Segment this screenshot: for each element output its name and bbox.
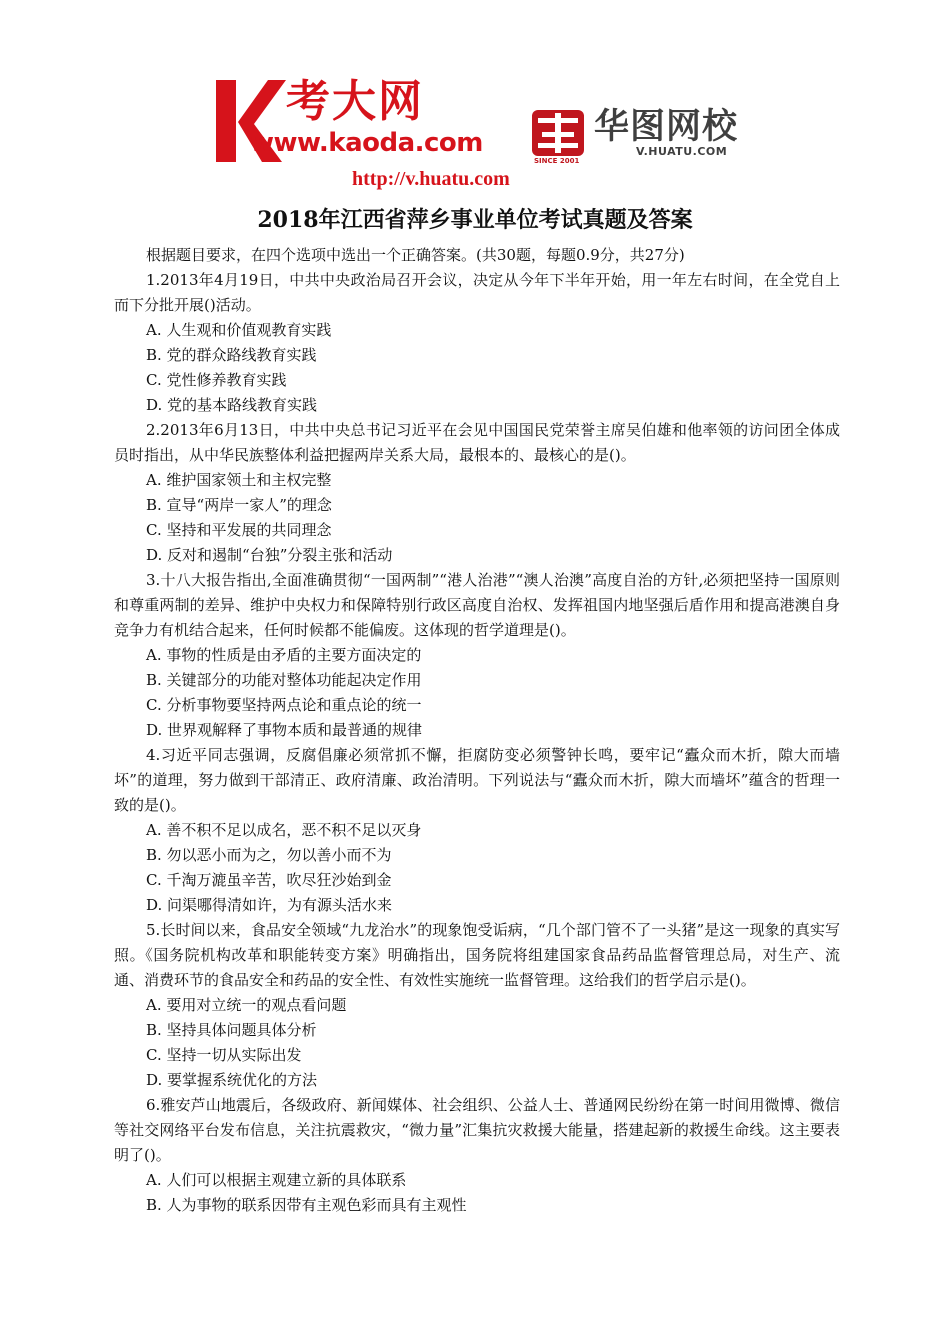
huatu-brand-url: V.HUATU.COM xyxy=(636,145,728,158)
option-c: C. 分析事物要坚持两点论和重点论的统一 xyxy=(146,696,422,714)
option-b: B. 坚持具体问题具体分析 xyxy=(146,1021,317,1039)
kaoda-brand-name: 考大网 xyxy=(286,76,424,127)
option-d: D. 世界观解释了事物本质和最普通的规律 xyxy=(146,721,423,739)
option-c: C. 党性修养教育实践 xyxy=(146,371,287,389)
question-stem: 1.2013年4月19日，中共中央政治局召开会议，决定从今年下半年开始，用一年左右时间，在全党自上而下分批开展()活动。 xyxy=(114,271,840,314)
question-4 xyxy=(114,743,840,918)
document-title: 2018年江西省萍乡事业单位考试真题及答案 xyxy=(257,207,693,233)
huatu-since-label: SINCE 2001 xyxy=(534,157,580,165)
option-b: B. 人为事物的联系因带有主观色彩而具有主观性 xyxy=(146,1196,467,1214)
question-1 xyxy=(114,268,840,418)
question-stem: 2.2013年6月13日，中共中央总书记习近平在会见中国国民党荣誉主席吴伯雄和他率领的访问团全体成员时指出，从中华民族整体利益把握两岸关系大局，最根本的、最核心的是()。 xyxy=(114,421,840,464)
option-c: C. 坚持一切从实际出发 xyxy=(146,1046,302,1064)
option-c: C. 千淘万漉虽辛苦，吹尽狂沙始到金 xyxy=(146,871,392,889)
question-stem: 4.习近平同志强调，反腐倡廉必须常抓不懈，拒腐防变必须警钟长鸣，要牢记“蠹众而木折，隙大而墙坏”的道理，努力做到干部清正、政府清廉、政治清明。下列说法与“蠹众而木折，隙大而墙坏”蕴含的哲理一致的是()。 xyxy=(114,746,840,814)
question-6 xyxy=(114,1093,840,1218)
option-b: B. 勿以恶小而为之，勿以善小而不为 xyxy=(146,846,392,864)
instructions: 根据题目要求，在四个选项中选出一个正确答案。(共30题，每题0.9分，共27分) xyxy=(146,246,685,264)
option-d: D. 问渠哪得清如许，为有源头活水来 xyxy=(146,896,393,914)
option-a: A. 维护国家领土和主权完整 xyxy=(146,471,332,489)
header-logos xyxy=(0,0,950,200)
option-a: A. 善不积不足以成名，恶不积不足以灭身 xyxy=(146,821,422,839)
question-5 xyxy=(114,918,840,1093)
option-a: A. 事物的性质是由矛盾的主要方面决定的 xyxy=(146,646,422,664)
question-stem: 5.长时间以来，食品安全领域“九龙治水”的现象饱受诟病，“几个部门管不了一头猪”是这一现象的真实写照。《国务院机构改革和职能转变方案》明确指出，国务院将组建国家食品药品监督管理总局，对生产、流通、消费环节的食品安全和药品的安全性、有效性实施统一监督管理。这给我们的哲学启示是()。 xyxy=(114,921,840,989)
question-stem: 3.十八大报告指出,全面准确贯彻“一国两制”“港人治港”“澳人治澳”高度自治的方针,必须把坚持一国原则和尊重两制的差异、维护中央权力和保障特别行政区高度自治权、发挥祖国内地坚强后盾作用和提高港澳自身竞争力有机结合起来，任何时候都不能偏废。这体现的哲学道理是()。 xyxy=(114,571,840,639)
option-d: D. 反对和遏制“台独”分裂主张和活动 xyxy=(146,546,393,564)
option-b: B. 关键部分的功能对整体功能起决定作用 xyxy=(146,671,422,689)
option-b: B. 党的群众路线教育实践 xyxy=(146,346,317,364)
option-c: C. 坚持和平发展的共同理念 xyxy=(146,521,332,539)
huatu-brand-name: 华图网校 xyxy=(594,107,739,147)
option-a: A. 人生观和价值观教育实践 xyxy=(146,321,332,339)
question-2 xyxy=(114,418,840,568)
option-b: B. 宣导“两岸一家人”的理念 xyxy=(146,496,332,514)
option-a: A. 要用对立统一的观点看问题 xyxy=(146,996,347,1014)
option-a: A. 人们可以根据主观建立新的具体联系 xyxy=(146,1171,407,1189)
question-3 xyxy=(114,568,840,743)
huatu-website-link[interactable]: http://v.huatu.com xyxy=(352,168,510,190)
question-list xyxy=(114,243,840,1218)
kaoda-brand-url: www.kaoda.com xyxy=(250,128,483,158)
option-d: D. 党的基本路线教育实践 xyxy=(146,396,318,414)
question-stem: 6.雅安芦山地震后，各级政府、新闻媒体、社会组织、公益人士、普通网民纷纷在第一时间用微博、微信等社交网络平台发布信息，关注抗震救灾，“微力量”汇集抗灾救援大能量，搭建起新的救援生命线。这主要表明了()。 xyxy=(114,1096,840,1164)
option-d: D. 要掌握系统优化的方法 xyxy=(146,1071,318,1089)
